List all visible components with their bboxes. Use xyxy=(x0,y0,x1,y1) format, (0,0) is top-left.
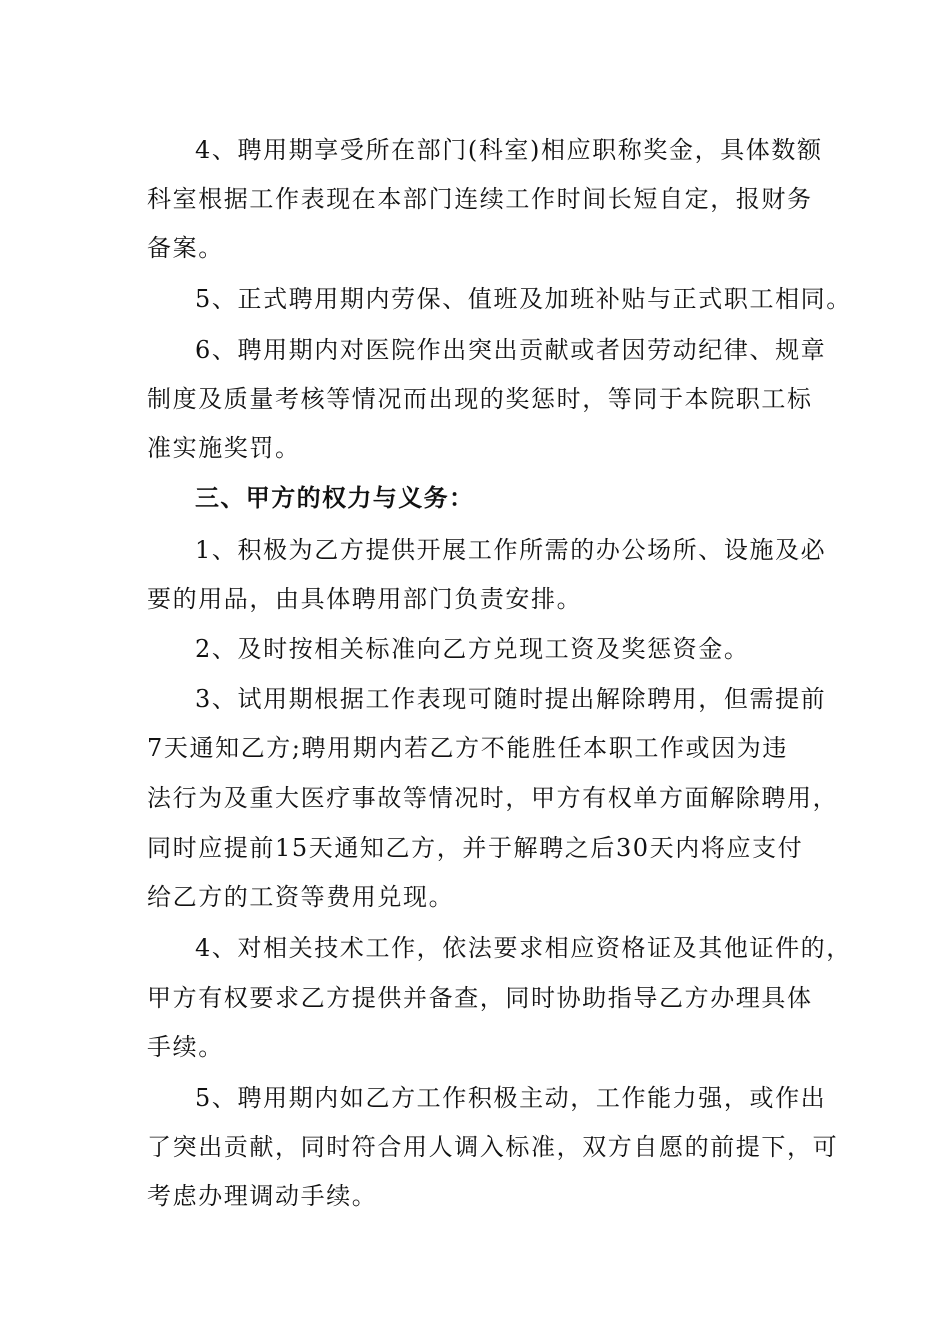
paragraph-5-line-1: 5、正式聘用期内劳保、值班及加班补贴与正式职工相同。 xyxy=(195,285,852,313)
party-a-item-2-line-1: 2、及时按相关标准向乙方兑现工资及奖惩资金。 xyxy=(195,635,750,663)
paragraph-4-line-1: 4、聘用期享受所在部门(科室)相应职称奖金，具体数额 xyxy=(195,136,823,164)
party-a-item-3-line-1: 3、试用期根据工作表现可随时提出解除聘用，但需提前 xyxy=(195,685,827,713)
paragraph-4-line-3: 备案。 xyxy=(147,234,224,262)
party-a-item-4-line-1: 4、对相关技术工作，依法要求相应资格证及其他证件的， xyxy=(195,934,852,962)
paragraph-4-line-2: 科室根据工作表现在本部门连续工作时间长短自定，报财务 xyxy=(147,185,813,213)
party-a-item-5-line-3: 考虑办理调动手续。 xyxy=(147,1182,378,1210)
party-a-item-3-line-3: 法行为及重大医疗事故等情况时，甲方有权单方面解除聘用， xyxy=(147,784,839,812)
party-a-item-5-line-2: 了突出贡献，同时符合用人调入标准，双方自愿的前提下，可 xyxy=(147,1133,839,1161)
party-a-item-4-line-2: 甲方有权要求乙方提供并备查，同时协助指导乙方办理具体 xyxy=(147,984,813,1012)
party-a-item-1-line-1: 1、积极为乙方提供开展工作所需的办公场所、设施及必 xyxy=(195,536,827,564)
party-a-item-4-line-3: 手续。 xyxy=(147,1033,224,1061)
party-a-item-3-line-5: 给乙方的工资等费用兑现。 xyxy=(147,883,455,911)
party-a-item-3-line-2: 7天通知乙方;聘用期内若乙方不能胜任本职工作或因为违 xyxy=(147,734,788,762)
paragraph-6-line-3: 准实施奖罚。 xyxy=(147,434,301,462)
party-a-item-3-line-4: 同时应提前15天通知乙方，并于解聘之后30天内将应支付 xyxy=(147,834,804,862)
paragraph-6-line-2: 制度及质量考核等情况而出现的奖惩时，等同于本院职工标 xyxy=(147,385,813,413)
party-a-item-1-line-2: 要的用品，由具体聘用部门负责安排。 xyxy=(147,585,583,613)
party-a-item-5-line-1: 5、聘用期内如乙方工作积极主动，工作能力强，或作出 xyxy=(195,1084,827,1112)
section-heading: 三、甲方的权力与义务： xyxy=(195,483,475,512)
paragraph-6-line-1: 6、聘用期内对医院作出突出贡献或者因劳动纪律、规章 xyxy=(195,336,827,364)
